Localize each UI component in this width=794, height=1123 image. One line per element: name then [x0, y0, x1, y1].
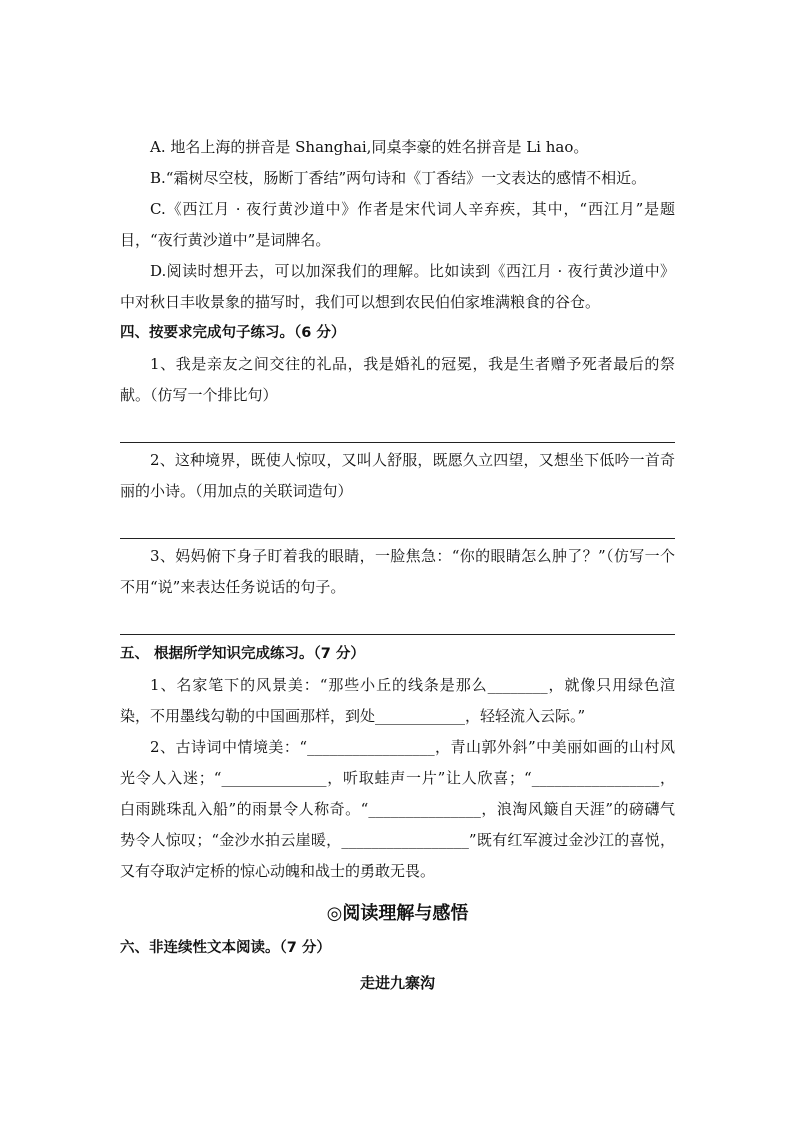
option-d: D.阅读时想开去，可以加深我们的理解。比如读到《西江月 · 夜行黄沙道中》中对秋日丰收景象的描写时，我们可以想到农民伯伯家堆满粮食的谷仓。 [120, 262, 675, 311]
answer-line-3[interactable] [120, 603, 675, 635]
section-5-question-2: 2、古诗词中情境美：“_________________，青山郭外斜”中美丽如画的山村风光令人入迷；“______________，听取蛙声一片”让人欣喜；“_________________，白雨跳珠乱入船”的雨景令人称奇。“_______________，浪淘风簸自天涯”的磅礴气势令人惊叹；“金沙水拍云崖暖，_________________”既有红军渡过金沙江的喜悦，又有夺取泸定桥的惊心动魄和战士的勇敢无畏。 [120, 738, 675, 880]
answer-line-2[interactable] [120, 507, 675, 539]
section-5-heading: 五、 根据所学知识完成练习。（7 分） [120, 646, 365, 662]
article-title: 走进九寨沟 [359, 974, 435, 992]
section-4-question-2: 2、这种境界，既使人惊叹，又叫人舒服，既愿久立四望，又想坐下低吟一首奇丽的小诗。（用加点的关联词造句） [120, 451, 675, 500]
option-b: B.“霜树尽空枝，肠断丁香结”两句诗和《丁香结》一文表达的感情不相近。 [150, 169, 647, 187]
section-4-question-1: 1、我是亲友之间交往的礼品，我是婚礼的冠冕，我是生者赠予死者最后的祭献。（仿写一个排比句） [120, 355, 675, 404]
section-4-question-3: 3、妈妈俯下身子盯着我的眼睛，一脸焦急：“你的眼睛怎么肿了？”（仿写一个不用“说”来表达任务说话的句子。 [120, 547, 675, 596]
document-content [120, 132, 675, 1002]
answer-line-1[interactable] [120, 411, 675, 443]
reading-section-title: ◎阅读理解与感悟 [326, 903, 469, 924]
section-4-heading: 四、按要求完成句子练习。（6 分） [120, 325, 346, 341]
option-c: C.《西江月 · 夜行黄沙道中》作者是宋代词人辛弃疾，其中，“西江月”是题目，“夜行黄沙道中”是词牌名。 [120, 200, 675, 249]
section-5-question-1: 1、名家笔下的风景美：“那些小丘的线条是那么________，就像只用绿色渲染，不用墨线勾勒的中国画那样，到处____________，轻轻流入云际。” [120, 676, 675, 725]
option-a: A. 地名上海的拼音是 Shanghai,同桌李豪的姓名拼音是 Li hao。 [150, 138, 589, 156]
section-6-heading: 六、非连续性文本阅读。（7 分） [120, 940, 331, 956]
